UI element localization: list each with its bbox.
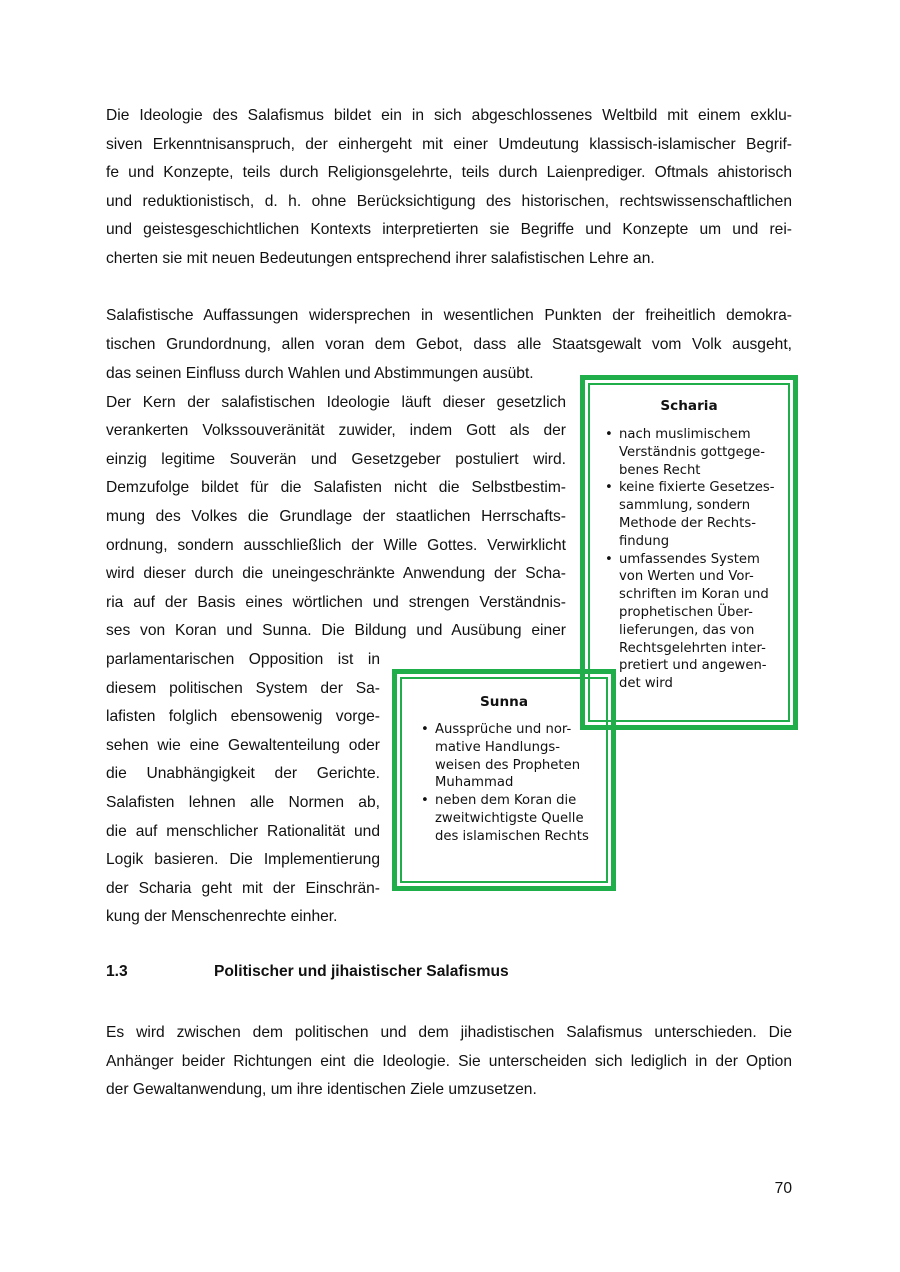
text-line: das seinen Einfluss durch Wahlen und Abstimmungen ausübt. [106,365,534,382]
list-line: von Werten und Vor- [619,569,754,585]
list-line: mative Handlungs- [435,739,560,755]
text-line: einzig legitime Souverän und Gesetzgeber postuliert wird. [106,450,566,468]
text-line: ses von Koran und Sunna. Die Bildung und Ausübung einer [106,622,566,640]
list-line: sammlung, sondern [619,498,751,514]
list-line: Muhammad [435,775,514,791]
list-line: nach muslimischem [619,427,751,442]
list-item [605,426,795,479]
list-line: Verständnis gottgege- [619,444,765,460]
paragraph-ideology [106,102,792,274]
text-line: ordnung, sondern ausschließlich der Wille Gottes. Verwirklicht [106,536,566,554]
text-line: lafisten folglich ebensowenig vorge- [106,708,380,726]
list-line: lieferungen, das von [619,622,755,638]
list-item [605,479,795,550]
text-line: diesem politischen System der Sa- [106,679,380,697]
sunna-list [421,721,611,846]
text-line: sehen wie eine Gewaltenteilung oder [106,736,380,754]
text-line: Salafisten lehnen alle Normen ab, [106,793,380,811]
text-line: ria auf der Basis eines wörtlichen und strengen Verständnis- [106,593,566,611]
text-line: Die Ideologie des Salafismus bildet ein in sich abgeschlossenes Weltbild mit einem exklu- [106,107,792,124]
list-line: det wird [619,676,673,692]
text-line: die auf menschlicher Rationalität und [106,822,380,840]
paragraph-constitution [106,302,792,359]
text-line: kung der Menschenrechte einher. [106,908,338,926]
list-line: weisen des Propheten [435,757,581,773]
page-number: 70 [774,1180,792,1197]
text-line: cherten sie mit neuen Bedeutungen entsprechend ihrer salafistischen Lehre an. [106,249,655,267]
paragraph-constitution-narrow [106,646,380,932]
text-line: tischen Grundordnung, allen voran dem Gebot, dass alle Staatsgewalt vom Volk ausgeht, [106,335,792,353]
list-line: Methode der Rechts- [619,515,756,531]
text-line: Anhänger beider Richtungen eint die Ideologie. Sie unterscheiden sich lediglich in der Option [106,1052,792,1070]
sunna-box-title: Sunna [480,694,528,710]
text-line: verankerten Volkssouveränität zuwider, indem Gott als der [106,422,566,440]
section-number: 1.3 [106,963,128,980]
section-title: Politischer und jihaistischer Salafismus [214,963,509,980]
list-line: schriften im Koran und [619,587,769,603]
list-line: umfassendes System [619,551,760,567]
scharia-list [605,426,795,693]
text-line: und geistesgeschichtlichen Kontexts interpretierten sie Begriffe und Konzepte um und rei- [106,221,792,239]
list-line: benes Recht [619,462,701,478]
text-line: Logik basieren. Die Implementierung [106,851,380,869]
paragraph-constitution-medium [106,360,566,646]
text-line: siven Erkenntnisanspruch, der einhergeht mit einer Umdeutung klassisch-islamischer Begrif- [106,135,792,153]
list-line: Aussprüche und nor- [435,722,572,737]
text-line: Demzufolge bildet für die Salafisten nicht die Selbstbestim- [106,479,566,497]
list-line: findung [619,533,670,549]
list-line: zweitwichtigste Quelle [435,810,584,826]
sunna-info-box [392,669,616,891]
list-line: pretiert und angewen- [619,658,767,674]
text-line: Salafistische Auffassungen widersprechen in wesentlichen Punkten der freiheitlich demokra- [106,307,792,324]
text-line: Es wird zwischen dem politischen und dem jihadistischen Salafismus unterschieden. Die [106,1024,792,1041]
list-item [421,721,611,792]
list-item [605,551,795,693]
list-line: Rechtsgelehrten inter- [619,640,766,656]
list-item [421,792,611,845]
list-line: neben dem Koran die [435,793,577,809]
text-line: wird dieser durch die uneingeschränkte Anwendung der Scha- [106,565,566,583]
text-line: mung des Volkes die Grundlage der staatlichen Herrschafts- [106,507,566,525]
text-line: und reduktionistisch, d. h. ohne Berücksichtigung des historischen, rechtswissenschaftlichen [106,192,792,210]
list-line: prophetischen Über- [619,604,753,620]
paragraph-salafism-types [106,1019,792,1105]
text-line: parlamentarischen Opposition ist in [106,651,380,668]
list-line: des islamischen Rechts [435,828,589,844]
scharia-box-title: Scharia [660,398,718,414]
text-line: fe und Konzepte, teils durch Religionsgelehrte, teils durch Laienprediger. Oftmals ahistorisch [106,164,792,182]
text-line: der Gewaltanwendung, um ihre identischen Ziele umzusetzen. [106,1081,537,1099]
text-line: die Unabhängigkeit der Gerichte. [106,765,380,783]
list-line: keine fixierte Gesetzes- [619,480,775,496]
text-line: der Scharia geht mit der Einschrän- [106,879,380,897]
text-line: Der Kern der salafistischen Ideologie läuft dieser gesetzlich [106,393,566,411]
